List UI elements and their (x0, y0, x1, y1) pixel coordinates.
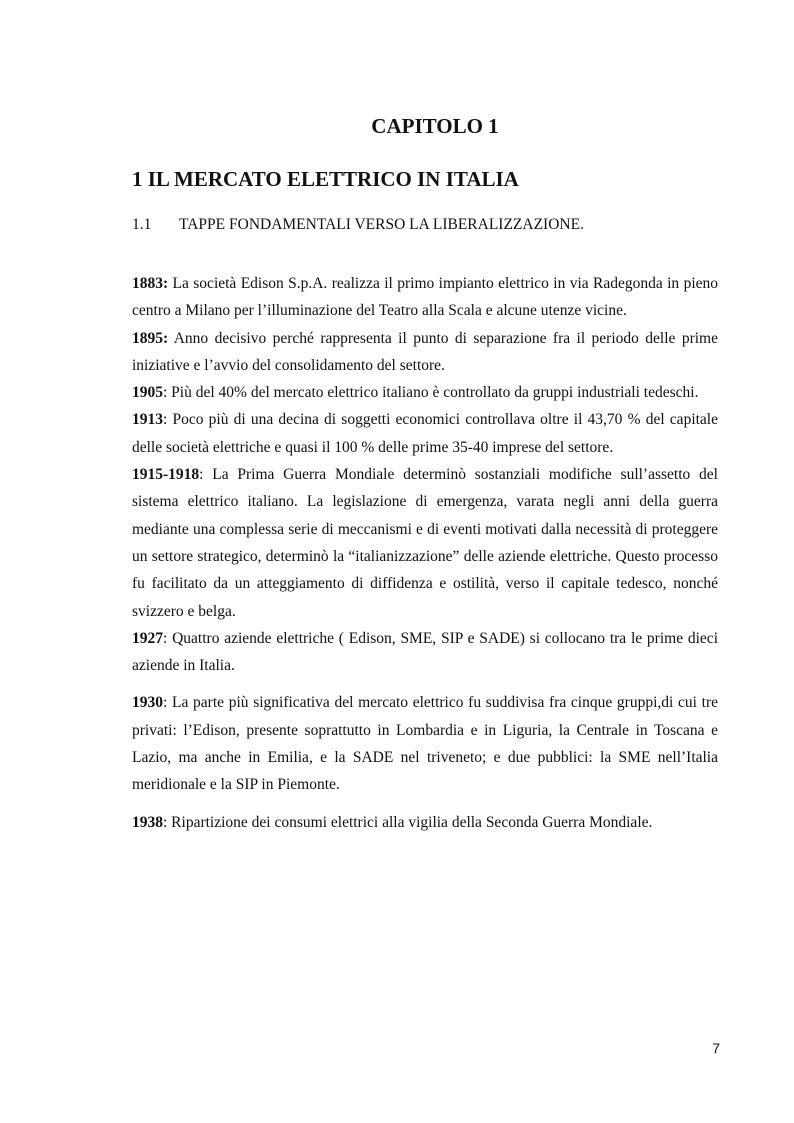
entry-year: 1905 (132, 384, 163, 402)
timeline-entry-1927 (132, 625, 718, 680)
chapter-title: CAPITOLO 1 (371, 114, 499, 138)
timeline-entry-1915-1918 (132, 461, 718, 625)
timeline-entry-1883 (132, 270, 718, 325)
timeline-entry-1895 (132, 325, 718, 380)
entry-year: 1913 (132, 411, 163, 429)
subsection-heading (132, 216, 584, 234)
entry-text: : Quattro aziende elettriche ( Edison, SME, SIP e SADE) si collocano tra le prime dieci aziende in Italia. (132, 629, 718, 675)
entry-text: : La Prima Guerra Mondiale determinò sostanziali modifiche sull’assetto del sistema elettrico italiano. La legislazione di emergenza, varata negli anni della guerra mediante una complessa serie di meccanismi e di eventi motivati dalla necessità di proteggere un settore strategico, determinò la “italianizzazione” delle aziende elettriche. Questo processo fu facilitato da un atteggiamento di diffidenza e ostilità, verso il capitale tedesco, nonché svizzero e belga. (132, 466, 718, 620)
subsection-title: TAPPE FONDAMENTALI VERSO LA LIBERALIZZAZIONE. (179, 216, 584, 233)
timeline-entry-1905 (132, 379, 718, 406)
entry-year: 1938 (132, 813, 163, 831)
subsection-number: 1.1 (132, 216, 152, 233)
timeline-entry-1930 (132, 689, 718, 798)
timeline-entry-1938 (132, 809, 718, 836)
entry-text: Anno decisivo perché rappresenta il punto di separazione fra il periodo delle prime iniziative e l’avvio del consolidamento del settore. (132, 329, 718, 374)
entry-text: La società Edison S.p.A. realizza il primo impianto elettrico in via Radegonda in pieno centro a Milano per l’illuminazione del Teatro alla Scala e alcune utenze vicine. (132, 275, 718, 320)
timeline-entry-1913 (132, 406, 718, 461)
entry-text: : Poco più di una decina di soggetti economici controllava oltre il 43,70 % del capitale delle società elettriche e quasi il 100 % delle prime 35-40 imprese del settore. (132, 411, 718, 456)
timeline-body (132, 270, 718, 836)
entry-year: 1930 (132, 694, 163, 712)
entry-year: 1915-1918 (132, 466, 200, 484)
entry-year: 1883: (132, 275, 169, 292)
entry-text: : Più del 40% del mercato elettrico italiano è controllato da gruppi industriali tedeschi. (163, 384, 699, 402)
entry-text: : La parte più significativa del mercato elettrico fu suddivisa fra cinque gruppi,di cui tre privati: l’Edison, presente soprattutto in Lombardia e in Liguria, la Centrale in Toscana e Lazio, ma anche in Emilia, e la SADE nel triveneto; e due pubblici: la SME nell’Italia meridionale e la SIP in Piemonte. (132, 694, 718, 794)
entry-year: 1927 (132, 629, 163, 647)
section-title: 1 IL MERCATO ELETTRICO IN ITALIA (132, 167, 519, 191)
entry-year: 1895: (132, 329, 169, 347)
entry-text: : Ripartizione dei consumi elettrici alla vigilia della Seconda Guerra Mondiale. (163, 813, 653, 831)
page-number: 7 (712, 1040, 720, 1056)
